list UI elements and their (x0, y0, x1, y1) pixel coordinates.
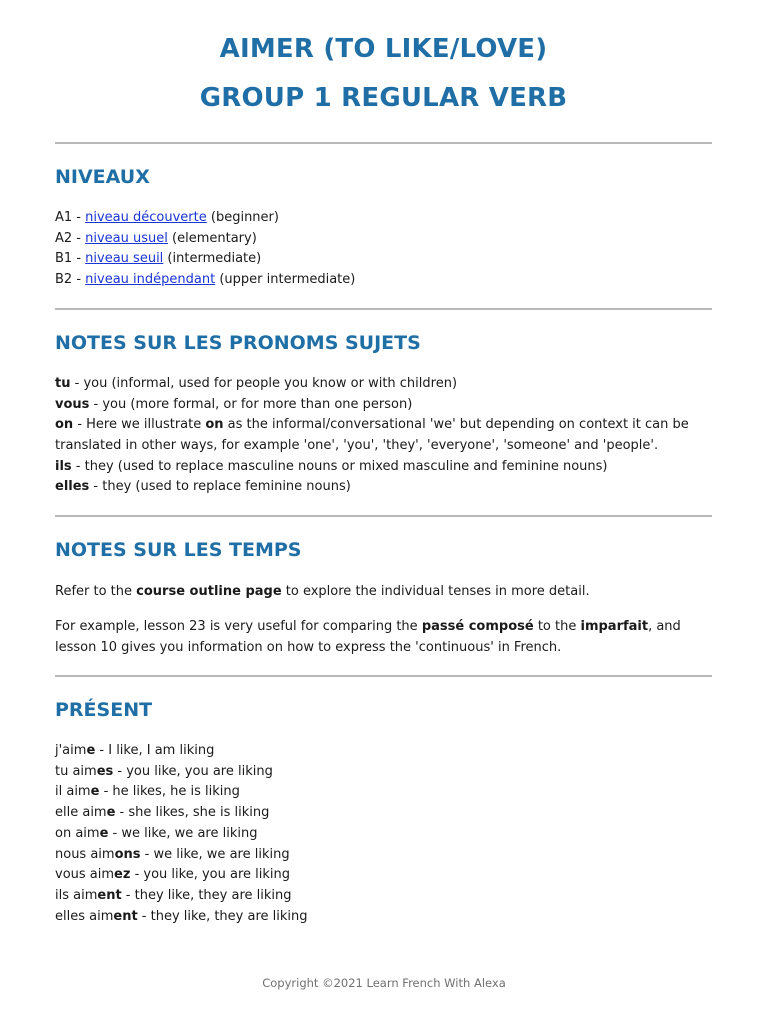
separator: - (72, 251, 86, 267)
level-description: (intermediate) (163, 251, 262, 267)
verb-meaning: - they like, they are liking (121, 887, 292, 903)
verb-stem: vous aim (55, 867, 115, 883)
paragraph-text: For example, lesson 23 is very useful for comparing the (55, 619, 422, 635)
pronoun-term: elles (55, 479, 90, 495)
separator: - (72, 210, 86, 225)
verb-stem: tu aim (55, 763, 97, 779)
verb-stem: j'aim (55, 743, 87, 759)
verb-stem: on aim (55, 825, 100, 841)
pronoun-note-ils (55, 457, 712, 478)
verb-stem: ils aim (55, 887, 98, 903)
level-code: B2 (55, 272, 73, 288)
level-link-usuel[interactable]: niveau usuel (85, 230, 168, 246)
conjugation-row (55, 741, 712, 762)
level-description: (elementary) (167, 230, 257, 246)
level-item (55, 249, 712, 270)
section-heading-pronoms: NOTES SUR LES PRONOMS SUJETS (55, 331, 421, 354)
pronoun-note-on-continued: translated in other ways, for example 'one', 'you', 'they', 'everyone', 'someone' and 'people'. (55, 437, 659, 453)
verb-stem: il aim (55, 784, 91, 800)
verb-meaning: - you like, you are liking (113, 763, 273, 779)
section-pronoms (55, 331, 712, 498)
conjugation-list (55, 741, 712, 927)
separator: - (72, 230, 86, 246)
pronoun-term: ils (55, 458, 72, 474)
conjugation-row (55, 886, 712, 907)
passe-compose-emphasis: passé composé (421, 619, 534, 635)
divider (55, 515, 712, 517)
section-present (55, 698, 712, 927)
pronoun-notes (55, 374, 712, 498)
divider (55, 308, 712, 310)
verb-meaning: - you like, you are liking (130, 867, 290, 883)
level-item (55, 208, 712, 229)
verb-ending: e (106, 805, 116, 821)
pronoun-emphasis: on (205, 417, 224, 433)
level-link-decouverte[interactable]: niveau découverte (85, 210, 207, 225)
pronoun-text: - they (used to replace feminine nouns) (89, 479, 351, 495)
divider (55, 142, 712, 144)
page-subtitle: GROUP 1 REGULAR VERB (199, 83, 568, 113)
pronoun-text: - you (more formal, or for more than one person) (89, 396, 413, 412)
tenses-paragraph-1 (55, 581, 712, 602)
pronoun-text: - Here we illustrate (73, 417, 206, 433)
level-item (55, 229, 712, 250)
conjugation-row (55, 907, 712, 928)
verb-meaning: - he likes, he is liking (99, 784, 240, 800)
verb-ending: ent (113, 908, 138, 924)
conjugation-row (55, 803, 712, 824)
verb-ending: ent (97, 887, 122, 903)
conjugation-row (55, 865, 712, 886)
verb-stem: elles aim (55, 908, 114, 924)
pronoun-text: - you (informal, used for people you know or with children) (70, 375, 458, 391)
section-heading-niveaux: NIVEAUX (55, 166, 150, 188)
course-outline-emphasis: course outline page (136, 584, 282, 600)
verb-ending: e (86, 743, 96, 759)
section-niveaux (55, 165, 712, 291)
pronoun-term: vous (55, 396, 90, 412)
paragraph-text: , and (648, 619, 681, 635)
verb-ending: e (90, 784, 100, 800)
divider (55, 675, 712, 677)
section-heading-present: PRÉSENT (55, 699, 153, 722)
title-block (55, 0, 712, 114)
level-link-independant[interactable]: niveau indépendant (85, 272, 216, 288)
pronoun-note-tu (55, 374, 712, 395)
pronoun-term: on (55, 417, 74, 433)
conjugation-row (55, 824, 712, 845)
verb-stem: elle aim (55, 805, 107, 821)
level-description: (beginner) (206, 210, 279, 225)
pronoun-note-vous (55, 395, 712, 416)
level-item (55, 270, 712, 291)
verb-meaning: - they like, they are liking (137, 908, 308, 924)
pronoun-text: as the informal/conversational 'we' but depending on context it can be (223, 417, 689, 433)
paragraph-text: to explore the individual tenses in more detail. (281, 584, 590, 600)
pronoun-note-on (55, 415, 712, 436)
paragraph-text: to the (533, 619, 581, 635)
conjugation-row (55, 762, 712, 783)
level-link-seuil[interactable]: niveau seuil (85, 251, 164, 267)
verb-meaning: - she likes, she is liking (115, 805, 270, 821)
pronoun-note-elles (55, 477, 712, 498)
page-title: AIMER (TO LIKE/LOVE) (219, 34, 548, 64)
paragraph-text: lesson 10 gives you information on how to express the 'continuous' in French. (55, 640, 562, 656)
paragraph-text: Refer to the (55, 584, 137, 600)
verb-ending: ez (114, 867, 131, 883)
verb-meaning: - I like, I am liking (95, 743, 215, 759)
copyright-footer: Copyright ©2021 Learn French With Alexa (262, 976, 506, 990)
level-code: B1 (55, 251, 73, 267)
conjugation-row (55, 782, 712, 803)
verb-ending: e (99, 825, 109, 841)
section-heading-temps: NOTES SUR LES TEMPS (55, 539, 302, 562)
pronoun-text: - they (used to replace masculine nouns or mixed masculine and feminine nouns) (71, 458, 608, 474)
verb-ending: es (96, 763, 114, 779)
verb-meaning: - we like, we are liking (108, 825, 258, 841)
tenses-paragraph-2 (55, 616, 712, 658)
worksheet-page (55, 0, 712, 927)
level-code: A1 (55, 210, 73, 225)
level-description: (upper intermediate) (215, 272, 356, 288)
level-code: A2 (55, 230, 73, 246)
verb-stem: nous aim (55, 846, 115, 862)
levels-list (55, 208, 712, 291)
separator: - (72, 272, 86, 288)
imparfait-emphasis: imparfait (580, 619, 649, 635)
pronoun-term: tu (55, 375, 71, 391)
verb-meaning: - we like, we are liking (140, 846, 290, 862)
conjugation-row (55, 845, 712, 866)
verb-ending: ons (114, 846, 141, 862)
section-temps (55, 538, 712, 658)
